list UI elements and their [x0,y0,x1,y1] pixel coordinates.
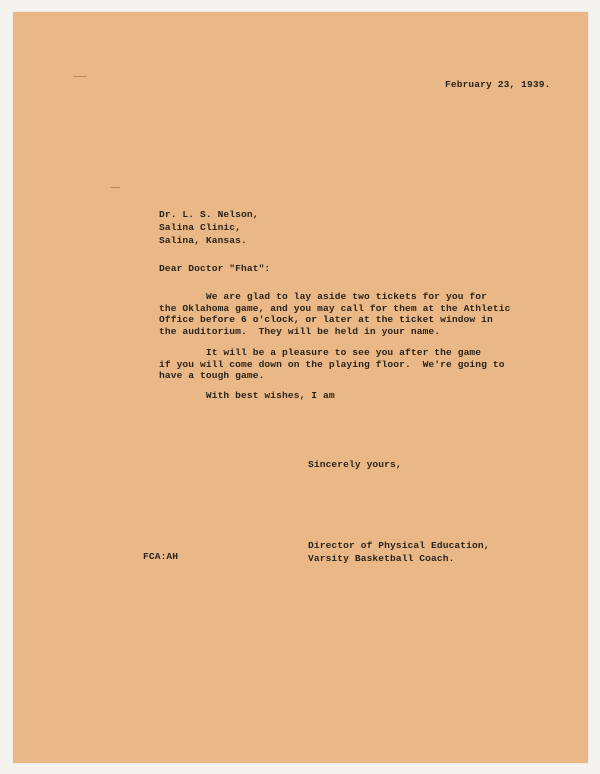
letter-page [13,12,588,763]
signature-title-line-1: Director of Physical Education, [308,540,490,551]
body-paragraph-2: It will be a pleasure to see you after the game if you will come down on the playing floor. We're going to have a tough game. [159,347,505,382]
recipient-location: Salina, Kansas. [159,235,247,246]
letter-date: February 23, 1939. [445,79,551,90]
recipient-organization: Salina Clinic, [159,222,242,233]
recipient-name: Dr. L. S. Nelson, [159,209,259,220]
body-paragraph-1: We are glad to lay aside two tickets for you for the Oklahoma game, and you may call for them at the Athletic Office before 6 o'clock, or later at the ticket window in the auditorium. They will be held in your name. [159,291,511,338]
closing-line: With best wishes, I am [159,390,335,401]
reference-initials: FCA:AH [143,551,179,562]
paper-mark [73,76,87,77]
salutation: Dear Doctor "Fhat": [159,263,271,274]
paper-mark [111,187,120,188]
signature-title-line-2: Varsity Basketball Coach. [308,553,455,564]
complimentary-close: Sincerely yours, [308,459,402,470]
